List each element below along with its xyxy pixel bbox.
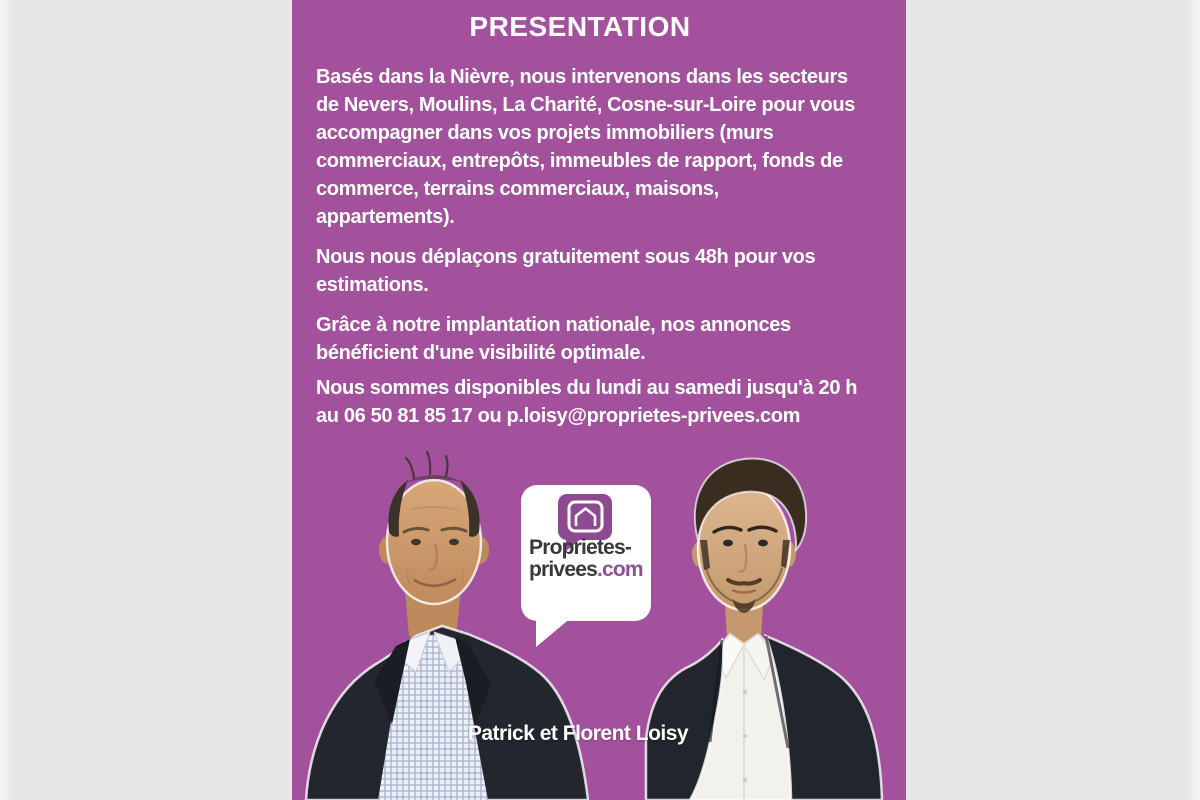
patrick-head <box>379 452 489 604</box>
logo-line1: Proprietes- <box>529 536 632 559</box>
photo-florent <box>644 440 906 800</box>
agents-caption: Patrick et Florent Loisy <box>467 722 689 745</box>
page-title: PRESENTATION <box>469 11 691 42</box>
visibility-paragraph <box>316 311 880 367</box>
patrick-suit-jacket <box>306 626 588 800</box>
logo-wordmark <box>529 537 643 581</box>
logo-privees: privees <box>529 558 597 581</box>
florent-head <box>692 459 806 613</box>
intro-paragraph <box>316 63 880 231</box>
paragraph-line: Nous sommes disponibles du lundi au samedi jusqu'à 20 h <box>316 377 858 399</box>
paragraph-line: bénéficient d'une visibilité optimale. <box>316 342 646 364</box>
paragraph-line: de Nevers, Moulins, La Charité, Cosne-sur-Loire pour vous <box>316 94 856 116</box>
estimations-paragraph <box>316 243 880 299</box>
paragraph-line: commerce, terrains commerciaux, maisons, <box>316 178 719 200</box>
paragraph-line: commerciaux, entrepôts, immeubles de rapport, fonds de <box>316 150 843 172</box>
paragraph-line: au 06 50 81 85 17 ou p.loisy@proprietes-privees.com <box>316 405 801 427</box>
logo-line2 <box>529 559 643 581</box>
proprietes-privees-logo <box>520 481 654 651</box>
logo-tld: .com <box>596 558 643 581</box>
paragraph-line: accompagner dans vos projets immobiliers (murs <box>316 122 774 144</box>
paragraph-line: appartements). <box>316 206 455 228</box>
body-text <box>292 63 906 430</box>
presentation-panel <box>292 0 906 800</box>
paragraph-line: Nous nous déplaçons gratuitement sous 48h pour vos <box>316 246 816 268</box>
availability-contact-paragraph <box>316 374 880 430</box>
paragraph-line: Grâce à notre implantation nationale, nos annonces <box>316 314 791 336</box>
paragraph-line: Basés dans la Nièvre, nous intervenons dans les secteurs <box>316 66 848 88</box>
paragraph-line: estimations. <box>316 274 429 296</box>
